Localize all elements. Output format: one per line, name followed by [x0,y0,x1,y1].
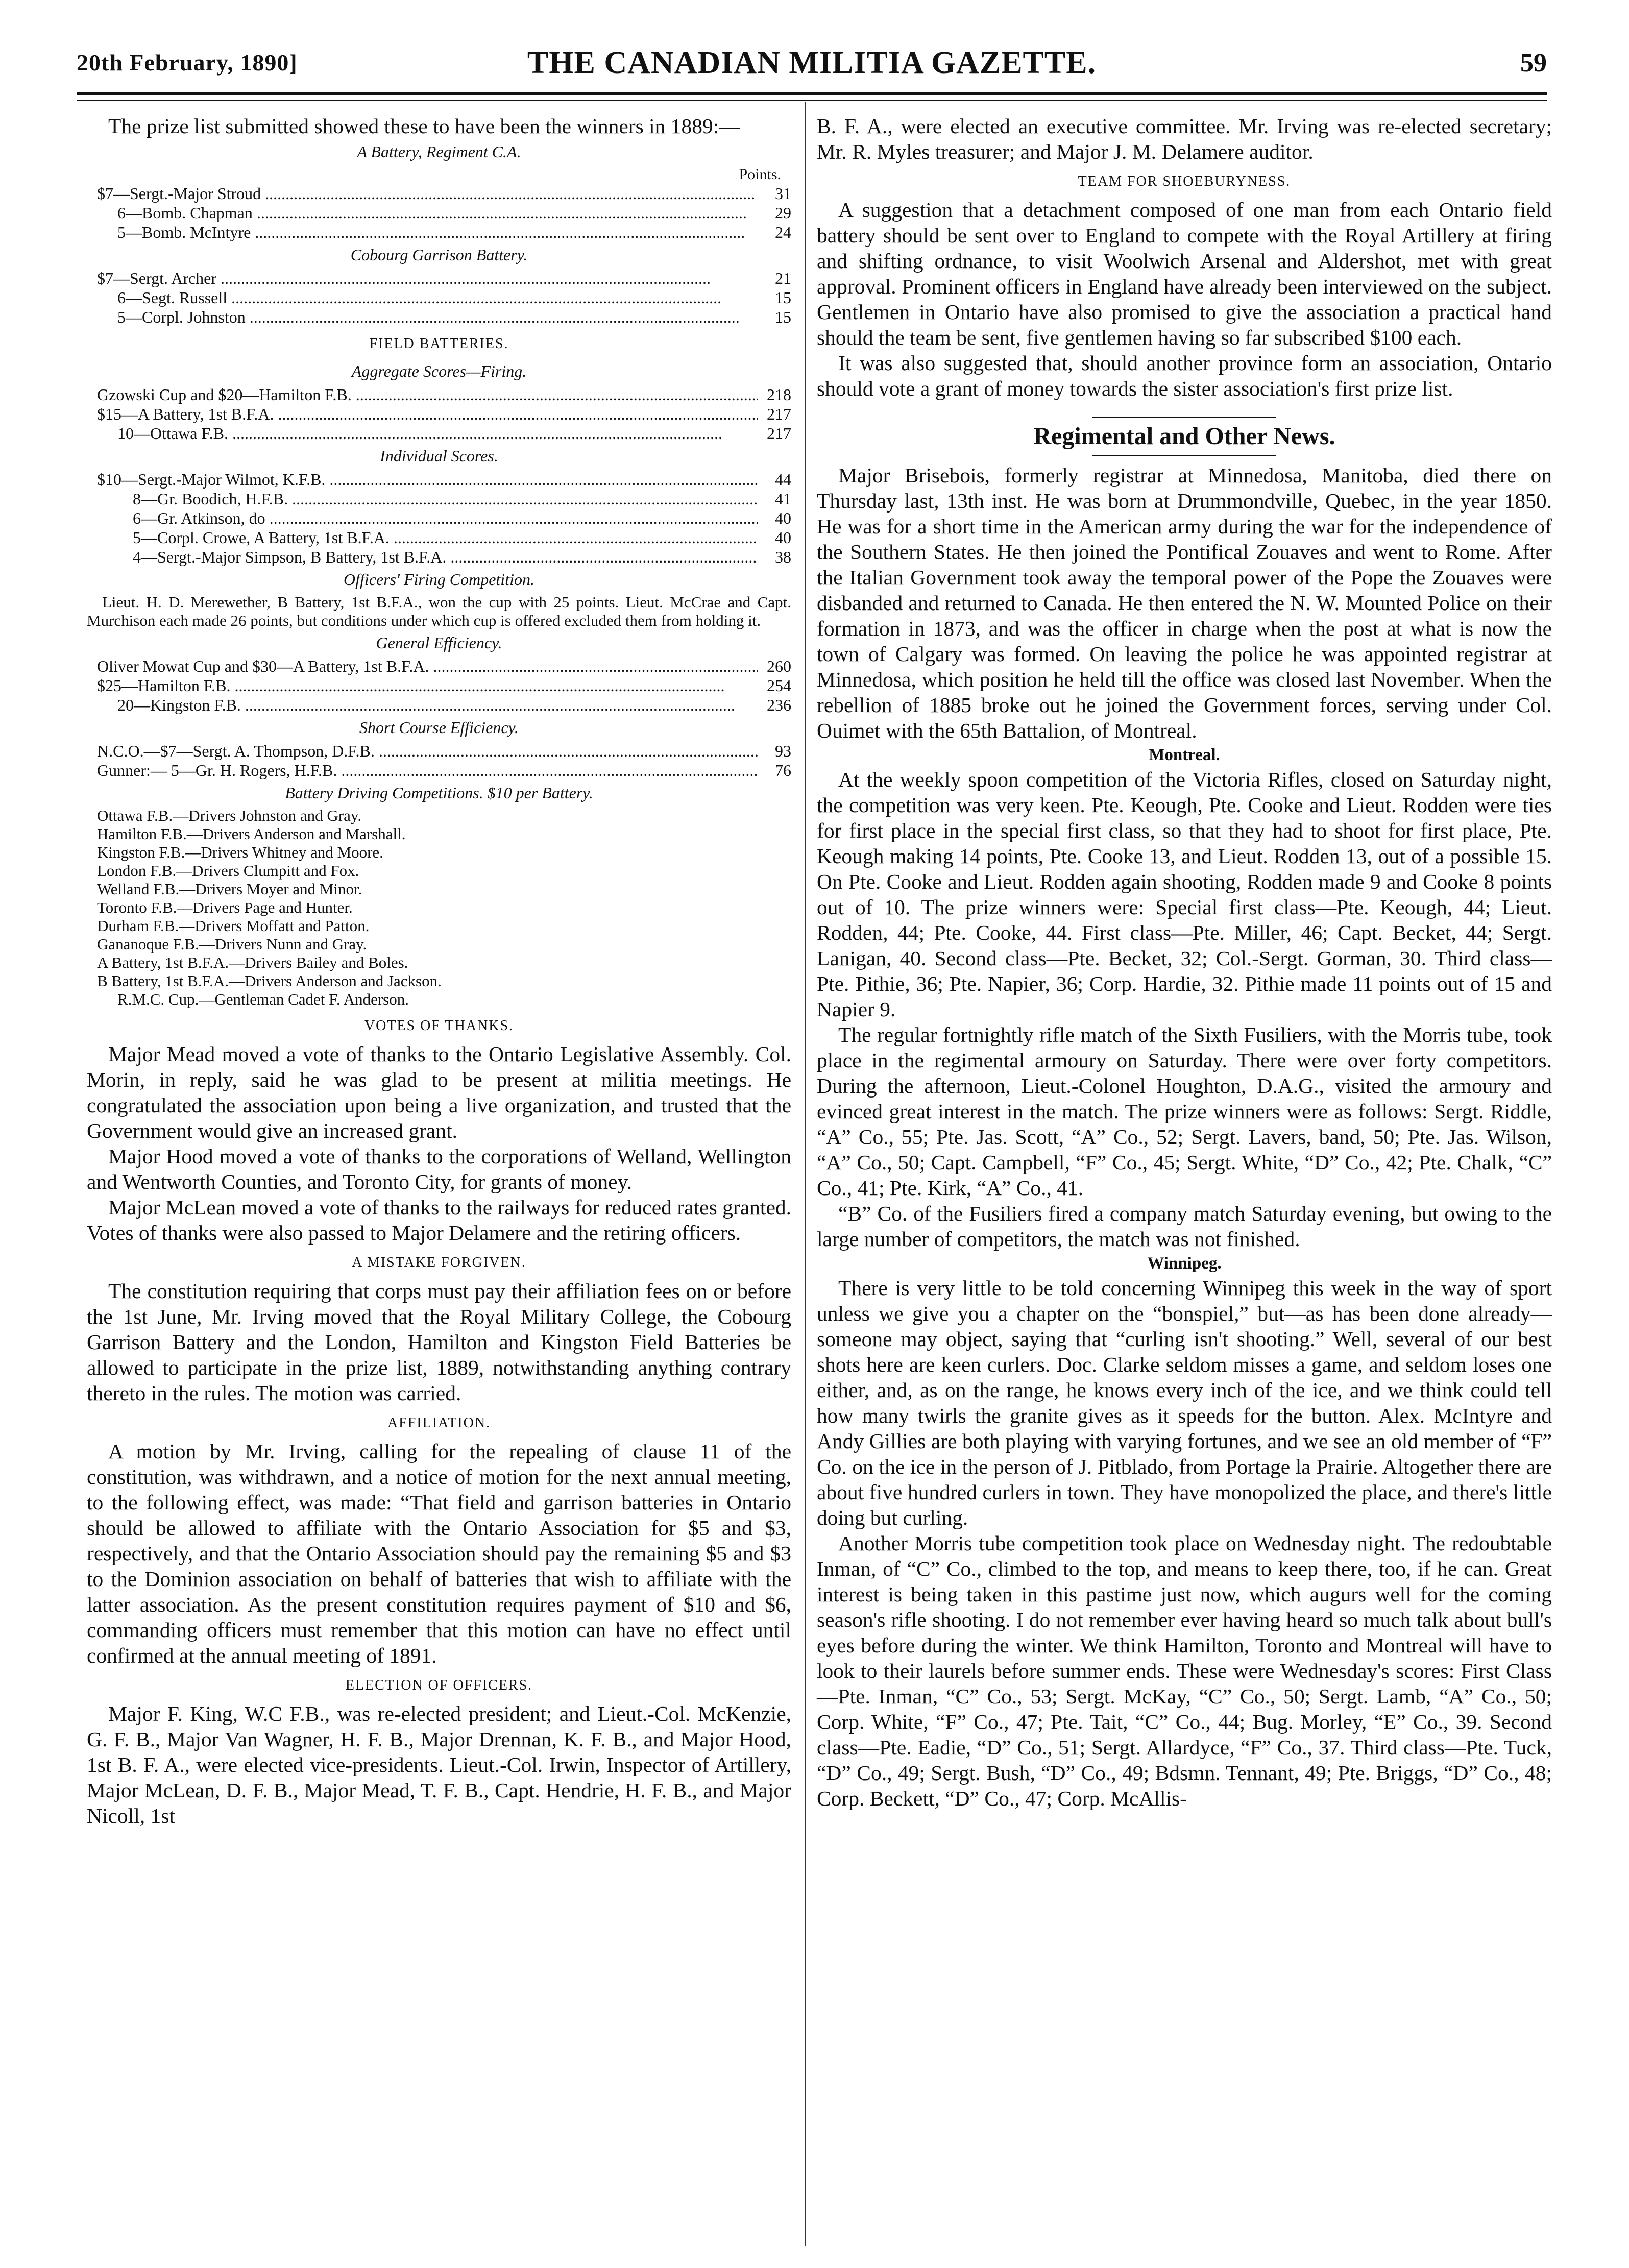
score-row: $25—Hamilton F.B. ..... 254 [87,676,791,695]
paragraph: It was also suggested that, should another province form an association, Ontario should vote a grant of money towards the sister association's first prize list. [817,351,1552,400]
score-row: N.C.O.—$7—Sergt. A. Thompson, D.F.B. ..... 93 [87,741,791,761]
field-batteries-heading: FIELD BATTERIES. [369,336,509,352]
paragraph: Major Hood moved a vote of thanks to the corporations of Welland, Wellington and Wentworth Counties, and Toronto City, for grants of money. [87,1144,791,1193]
score-row: 6—Segt. Russell ..... 15 [87,288,791,307]
score-row: 6—Bomb. Chapman ..... 29 [87,203,791,223]
score-row: 6—Gr. Atkinson, do ..... 40 [87,508,791,528]
publication-title: THE CANADIAN MILITIA GAZETTE. [527,45,1097,80]
cobourg-heading: Cobourg Garrison Battery. [350,246,528,264]
header-rule-thick [77,92,1547,95]
individual-heading: Individual Scores. [380,447,498,465]
right-column [817,113,1552,1811]
driver-line: Gananoque F.B.—Drivers Nunn and Gray. [97,935,367,953]
paragraph: Another Morris tube competition took place on Wednesday night. The redoubtable Inman, of “C” Co., climbed to the top, and means to keep there, too, if he can. Great interest is being taken in this pastime just now, which augurs well for the coming season's rifle shooting. I do not remember ever having heard so much talk about bull's eyes before during the winter. We think Hamilton, Toronto and Montreal will have to look to their laurels before summer ends. These were Wednesday's scores: First Class—Pte. Inman, “C” Co., 53; Sergt. McKay, “C” Co., 50; Sergt. Lamb, “A” Co., 50; Corp. White, “F” Co., 47; Pte. Tait, “C” Co., 44; Bug. Morley, “E” Co., 39. Second class—Pte. Eadie, “D” Co., 51; Sergt. Allardyce, “F” Co., 37. Third class—Pte. Tuck, “D” Co., 49; Sergt. Bush, “D” Co., 49; Bdsmn. Tennant, 49; Pte. Briggs, “D” Co., 48; Corp. Beckett, “D” Co., 47; Corp. McAllis- [817,1531,1552,1810]
short-course-heading: Short Course Efficiency. [359,718,519,737]
driver-line: Kingston F.B.—Drivers Whitney and Moore. [97,843,383,861]
prize-list-intro: The prize list submitted showed these to have been the winners in 1889:— [108,114,740,138]
news-section-title: Regimental and Other News. [1033,423,1335,450]
driver-line: Welland F.B.—Drivers Moyer and Minor. [97,880,362,898]
score-row: 20—Kingston F.B. ..... 236 [87,695,791,715]
affiliation-heading: AFFILIATION. [387,1415,491,1431]
score-row: $15—A Battery, 1st B.F.A. ..... 217 [87,404,791,424]
paragraph: The regular fortnightly rifle match of the Sixth Fusiliers, with the Morris tube, took place in the regimental armoury on Saturday. There were over forty competitors. During the afternoon, Lieut.-Colonel Houghton, D.A.G., visited the armoury and evinced great interest in the match. The prize winners were as follows: Sergt. Riddle, “A” Co., 55; Pte. Jas. Scott, “A” Co., 52; Sergt. Lavers, band, 50; Pte. Jas. Wilson, “A” Co., 50; Capt. Campbell, “F” Co., 45; Sergt. White, “D” Co., 42; Pte. Chalk, “C” Co., 41; Pte. Kirk, “A” Co., 41. [817,1023,1552,1200]
page-number: 59 [1520,48,1547,78]
paragraph: Major Brisebois, formerly registrar at Minnedosa, Manitoba, died there on Thursday last, 13th inst. He was born at Drummondville, Quebec, in the year 1850. He was for a short time in the American army during the war for the independence of the Southern States. He then joined the Pontifical Zouaves and went to Rome. After the Italian Government took away the temporal power of the Pope the Zouaves were disbanded and returned to Canada. He then entered the N. W. Mounted Police on their formation in 1873, and was the officer in charge when the post at what is now the town of Calgary was formed. On leaving the police he was appointed registrar at Minnedosa, which position he held till the office was closed last November. When the rebellion of 1885 broke out he joined the Government forces, serving under Col. Ouimet with the 65th Battalion, of Montreal. [817,464,1552,742]
paragraph: “B” Co. of the Fusiliers fired a company match Saturday evening, but owing to the large number of competitors, the match was not finished. [817,1202,1552,1251]
paragraph: A suggestion that a detachment composed of one man from each Ontario field battery should be sent over to England to compete with the Royal Artillery at firing and shifting ordnance, to visit Woolwich Arsenal and Aldershot, met with great approval. Prominent officers in England have already been interviewed on the subject. Gentlemen in Ontario have also promised to give the association a practical hand should the team be sent, five gentlemen having so far subscribed $100 each. [817,198,1552,349]
paragraph: The constitution requiring that corps must pay their affiliation fees on or before the 1st June, Mr. Irving moved that the Royal Military College, the Cobourg Garrison Battery and the London, Hamilton and Kingston Field Batteries be allowed to participate in the prize list, 1889, notwithstanding anything contrary thereto in the rules. The motion was carried. [87,1279,791,1405]
score-row: 5—Corpl. Johnston ..... 15 [87,307,791,327]
section-rule [1092,455,1276,456]
driver-line: London F.B.—Drivers Clumpitt and Fox. [97,862,359,880]
paragraph: B. F. A., were elected an executive committee. Mr. Irving was re-elected secretary; Mr. R. Myles treasurer; and Major J. M. Delamere auditor. [817,114,1552,163]
driver-line: R.M.C. Cup.—Gentleman Cadet F. Anderson. [117,990,409,1008]
score-row: 4—Sergt.-Major Simpson, B Battery, 1st B.F.A. ..... 38 [87,547,791,567]
driving-heading: Battery Driving Competitions. $10 per Battery. [285,784,593,802]
paragraph: A motion by Mr. Irving, calling for the repealing of clause 11 of the constitution, was withdrawn, and a notice of motion for the next annual meeting, to the following effect, was made: “That field and garrison batteries in Ontario should be allowed to affiliate with the Ontario Association for $5 and $3, respectively, and that the Ontario Association should pay the remaining $5 and $3 to the Dominion association on behalf of batteries that wish to affiliate with the latter association. As the present constitution requires payment of $10 and $6, commanding officers must remember that this motion can have no effect until confirmed at the annual meeting of 1891. [87,1440,791,1667]
masthead [77,45,1547,91]
points-column-label: Points. [739,166,781,183]
left-column [87,113,791,1828]
paragraph: There is very little to be told concerning Winnipeg this week in the way of sport unless we give you a chapter on the “bonspiel,” but—as has been done already—someone may object, saying that “curling isn't shooting.” Well, several of our best shots here are keen curlers. Doc. Clarke seldom misses a game, and seldom loses one either, and, as on the range, he knows every inch of the ice, and we think could tell how many twirls the granite gives as it speeds for the button. Alex. McIntyre and Andy Gillies are both playing with varying fortunes, and we see an old member of “F” Co. on the ice in the person of J. Pitblado, from Portage la Prairie. Altogether there are about five hundred curlers in town. They have monopolized the place, and there's little doing but curling. [817,1276,1552,1529]
paragraph: Major Mead moved a vote of thanks to the Ontario Legislative Assembly. Col. Morin, in reply, said he was glad to be present at militia meetings. He congratulated the association upon being a live organization, and trusted that the Government would give an increased grant. [87,1042,791,1142]
score-row: 8—Gr. Boodich, H.F.B. ..... 41 [87,489,791,508]
montreal-heading: Montreal. [1149,746,1220,764]
driver-line: Toronto F.B.—Drivers Page and Hunter. [97,898,353,916]
score-row: Oliver Mowat Cup and $30—A Battery, 1st B.F.A. ..... 260 [87,656,791,676]
general-heading: General Efficiency. [376,633,502,652]
election-heading: ELECTION OF OFFICERS. [345,1677,533,1693]
paragraph: Major F. King, W.C F.B., was re-elected president; and Lieut.-Col. McKenzie, G. F. B., Major Van Wagner, H. F. B., Major Drennan, K. F. B., and Major Hood, 1st B. F. A., were elected vice-presidents. Lieut.-Col. Irwin, Inspector of Artillery, Major McLean, D. F. B., Major Mead, T. F. B., Capt. Hendrie, H. F. B., and Major Nicoll, 1st [87,1702,791,1827]
aggregate-heading: Aggregate Scores—Firing. [351,362,527,380]
driver-line: Ottawa F.B.—Drivers Johnston and Gray. [97,807,362,824]
driver-line: A Battery, 1st B.F.A.—Drivers Bailey and Boles. [97,954,408,971]
driver-line: Hamilton F.B.—Drivers Anderson and Marshall. [97,825,406,843]
paragraph: At the weekly spoon competition of the Victoria Rifles, closed on Saturday night, the competition was very keen. Pte. Keough, Pte. Cooke and Lieut. Rodden were ties for first place in the special first class, so that they had to shoot for first place, Pte. Keough making 14 points, Pte. Cooke 13, and Lieut. Rodden 13, out of a possible 15. On Pte. Cooke and Lieut. Rodden again shooting, Rodden made 9 and Cooke 8 points out of 10. The prize winners were: Special first class—Pte. Keough, 44; Lieut. Rodden, 44; Pte. Cooke, 44. First class—Pte. Miller, 46; Capt. Becket, 44; Sergt. Lanigan, 40. Second class—Pte. Becket, 32; Col.-Sergt. Gorman, 30. Third class—Pte. Pithie, 36; Pte. Napier, 36; Corp. Hardie, 32. Pithie made 11 points out of 15 and Napier 9. [817,768,1552,1021]
shoeburyness-heading: TEAM FOR SHOEBURYNESS. [1078,174,1291,189]
score-row: $7—Sergt. Archer ..... 21 [87,269,791,288]
score-row: Gunner:— 5—Gr. H. Rogers, H.F.B. ..... 76 [87,761,791,780]
column-divider [805,102,806,2246]
score-row: 5—Bomb. McIntyre ..... 24 [87,223,791,242]
score-row: $7—Sergt.-Major Stroud ..... 31 [87,184,791,203]
issue-date: 20th February, 1890] [77,50,298,76]
score-row: 5—Corpl. Crowe, A Battery, 1st B.F.A. ..... 40 [87,528,791,547]
score-row: $10—Sergt.-Major Wilmot, K.F.B. ..... 44 [87,470,791,489]
driver-line: Durham F.B.—Drivers Moffatt and Patton. [97,917,370,935]
votes-heading: VOTES OF THANKS. [364,1018,514,1034]
paragraph: Major McLean moved a vote of thanks to the railways for reduced rates granted. Votes of thanks were also passed to Major Delamere and the retiring officers. [87,1196,791,1245]
section-rule [1092,417,1276,418]
mistake-heading: A MISTAKE FORGIVEN. [352,1255,526,1271]
a-battery-heading: A Battery, Regiment C.A. [357,142,521,161]
officers-heading: Officers' Firing Competition. [344,570,534,589]
header-rule-thin [77,100,1547,101]
officers-text: Lieut. H. D. Merewether, B Battery, 1st B.F.A., won the cup with 25 points. Lieut. McCrae and Capt. Murchison each made 26 points, but conditions under which cup is offered excluded them from holding it. [87,593,791,629]
winnipeg-heading: Winnipeg. [1147,1254,1222,1273]
score-row: Gzowski Cup and $20—Hamilton F.B. ..... 218 [87,385,791,404]
driver-line: B Battery, 1st B.F.A.—Drivers Anderson and Jackson. [97,972,442,990]
score-row: 10—Ottawa F.B. ..... 217 [87,424,791,443]
